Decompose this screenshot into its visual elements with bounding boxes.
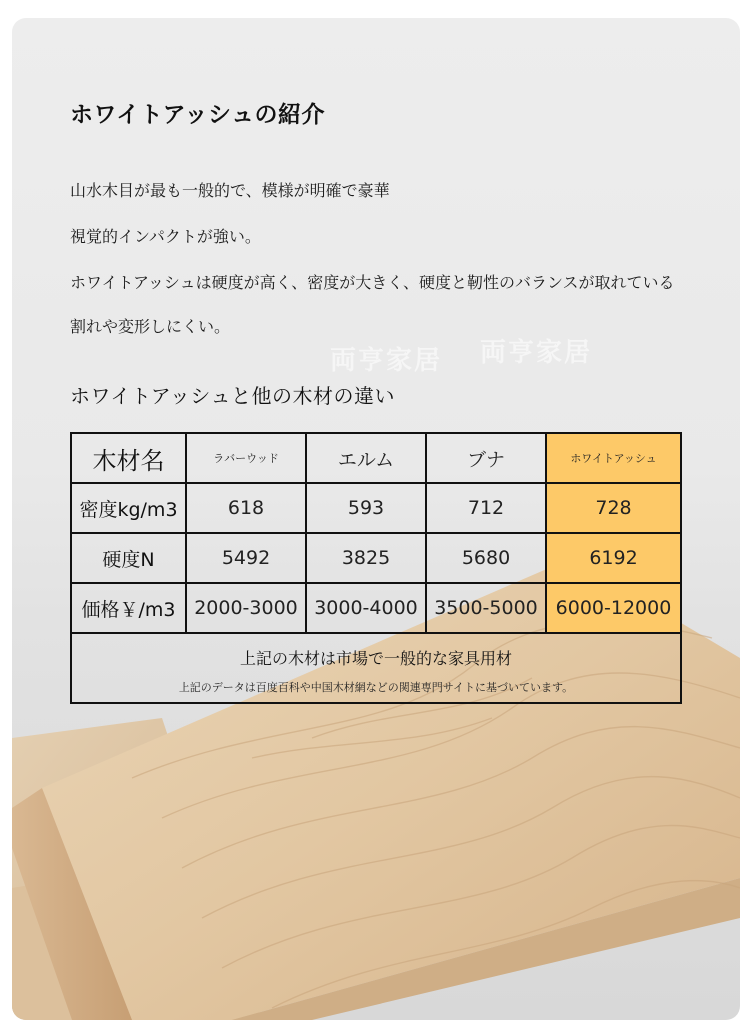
note-source-text: 上記のデータは百度百科や中国木材網などの関連専門サイトに基づいています。 <box>178 680 574 694</box>
row-label-hardness: 硬度N <box>71 533 186 583</box>
table-cell: 593 <box>306 483 426 533</box>
table-cell: 3500-5000 <box>426 583 546 633</box>
table-cell-highlight: 6000-12000 <box>546 583 681 633</box>
note-main-text: 上記の木材は市場で一般的な家具用材 <box>239 648 512 668</box>
comparison-title: ホワイトアッシュと他の木材の違い <box>70 384 395 408</box>
table-note-row <box>71 633 681 703</box>
header-white-ash: ホワイトアッシュ <box>546 433 681 483</box>
table-header-row <box>71 433 681 483</box>
table-cell: 3825 <box>306 533 426 583</box>
table-note <box>71 633 681 703</box>
header-wood-name: 木材名 <box>71 433 186 483</box>
table-cell: 2000-3000 <box>186 583 306 633</box>
intro-line-3: ホワイトアッシュは硬度が高く、密度が大きく、硬度と靭性のバランスが取れている <box>70 273 675 292</box>
table-row <box>71 483 681 533</box>
table-cell: 3000-4000 <box>306 583 426 633</box>
row-label-density: 密度kg/m3 <box>71 483 186 533</box>
table-cell: 712 <box>426 483 546 533</box>
intro-line-4: 割れや変形しにくい。 <box>70 317 231 336</box>
row-label-price: 価格￥/m3 <box>71 583 186 633</box>
header-beech: ブナ <box>426 433 546 483</box>
table-cell-highlight: 6192 <box>546 533 681 583</box>
header-rubberwood: ラバーウッド <box>186 433 306 483</box>
header-elm: エルム <box>306 433 426 483</box>
wood-comparison-table <box>70 432 682 704</box>
intro-line-1: 山水木目が最も一般的で、模様が明確で豪華 <box>70 181 390 200</box>
watermark: 両亨家居 <box>330 346 443 376</box>
table-row <box>71 533 681 583</box>
watermark: 両亨家居 <box>480 338 593 368</box>
table-row <box>71 583 681 633</box>
table-cell: 5680 <box>426 533 546 583</box>
table-cell: 5492 <box>186 533 306 583</box>
page-title: ホワイトアッシュの紹介 <box>70 102 326 128</box>
intro-line-2: 視覚的インパクトが強い。 <box>70 227 261 246</box>
table-cell: 618 <box>186 483 306 533</box>
product-card <box>12 18 740 1020</box>
table-cell-highlight: 728 <box>546 483 681 533</box>
